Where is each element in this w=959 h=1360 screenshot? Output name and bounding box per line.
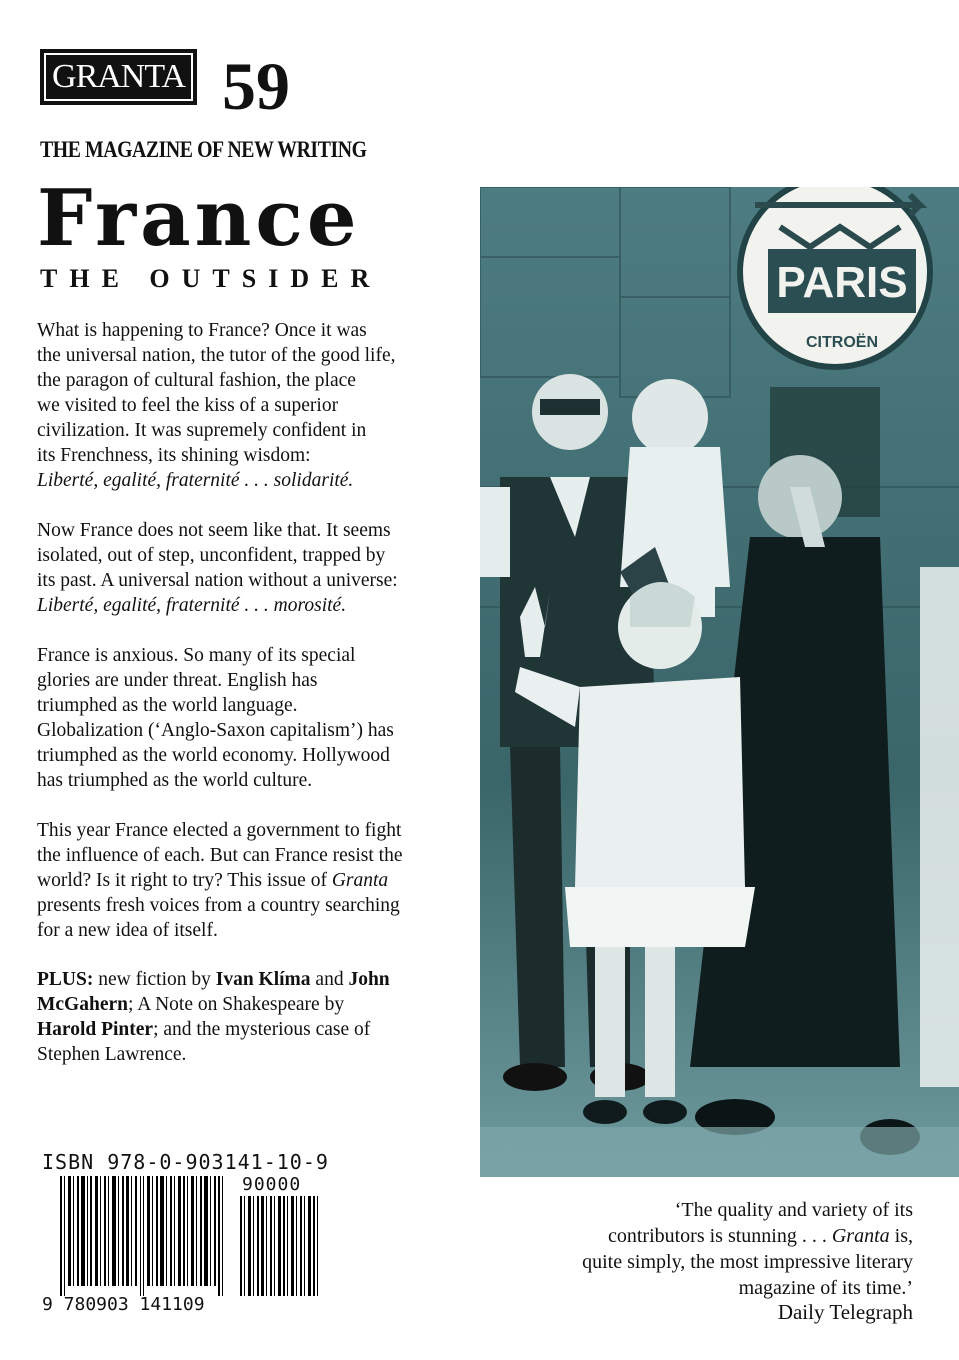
price-code: 90000 [242, 1174, 302, 1195]
paragraph-3: France is anxious. So many of its special glories are under threat. English has triumphed as the world language. Globalization (‘Anglo-Saxon capitalism’) has triumphed as the world economy. Hollywood has triumphed as the world culture. [37, 645, 394, 791]
review-source: Daily Telegraph [777, 1300, 913, 1324]
barcode-block [42, 1150, 332, 1320]
paragraph-2: Now France does not seem like that. It seems isolated, out of step, unconfident, trapped by its past. A universal nation without a universe: Liberté, egalité, fraternité . . . morosité. [37, 520, 398, 616]
granta-logo [40, 49, 197, 105]
barcode-bars [60, 1176, 330, 1296]
cover-photo [480, 187, 959, 1177]
logo-text: GRANTA [44, 53, 193, 101]
paragraph-4: This year France elected a government to fight the influence of each. But can France resist the world? Is it right to try? This issue of Granta presents fresh voices from a country searching for a new idea of itself. [37, 820, 403, 941]
sign-small-text: CITROËN [806, 334, 878, 351]
paragraph-1: What is happening to France? Once it was the universal nation, the tutor of the good life, the paragon of cultural fashion, the place we visited to feel the kiss of a superior civilization. It was supremely confident in its Frenchness, its shining wisdom: Liberté, egalité, fraternité . . . solidarité. [37, 320, 396, 491]
tagline: THE MAGAZINE OF NEW WRITING [40, 137, 367, 162]
review-quote: ‘The quality and variety of its contributors is stunning . . . Granta is, quite simply, the most impressive literary magazine of its time.’ [582, 1199, 913, 1299]
issue-number: 59 [222, 48, 290, 124]
cover-title: France [37, 173, 361, 264]
paris-sign [740, 187, 930, 367]
sign-text: PARIS [776, 258, 908, 307]
cover-subtitle: THE OUTSIDER [40, 264, 382, 293]
isbn-text: ISBN 978-0-903141-10-9 [42, 1150, 329, 1174]
paragraph-5: PLUS: new fiction by Ivan Klíma and John McGahern; A Note on Shakespeare by Harold Pinter; and the mysterious case of Stephen Lawrence. [37, 969, 390, 1065]
barcode-number: 9 780903 141109 [42, 1294, 205, 1315]
